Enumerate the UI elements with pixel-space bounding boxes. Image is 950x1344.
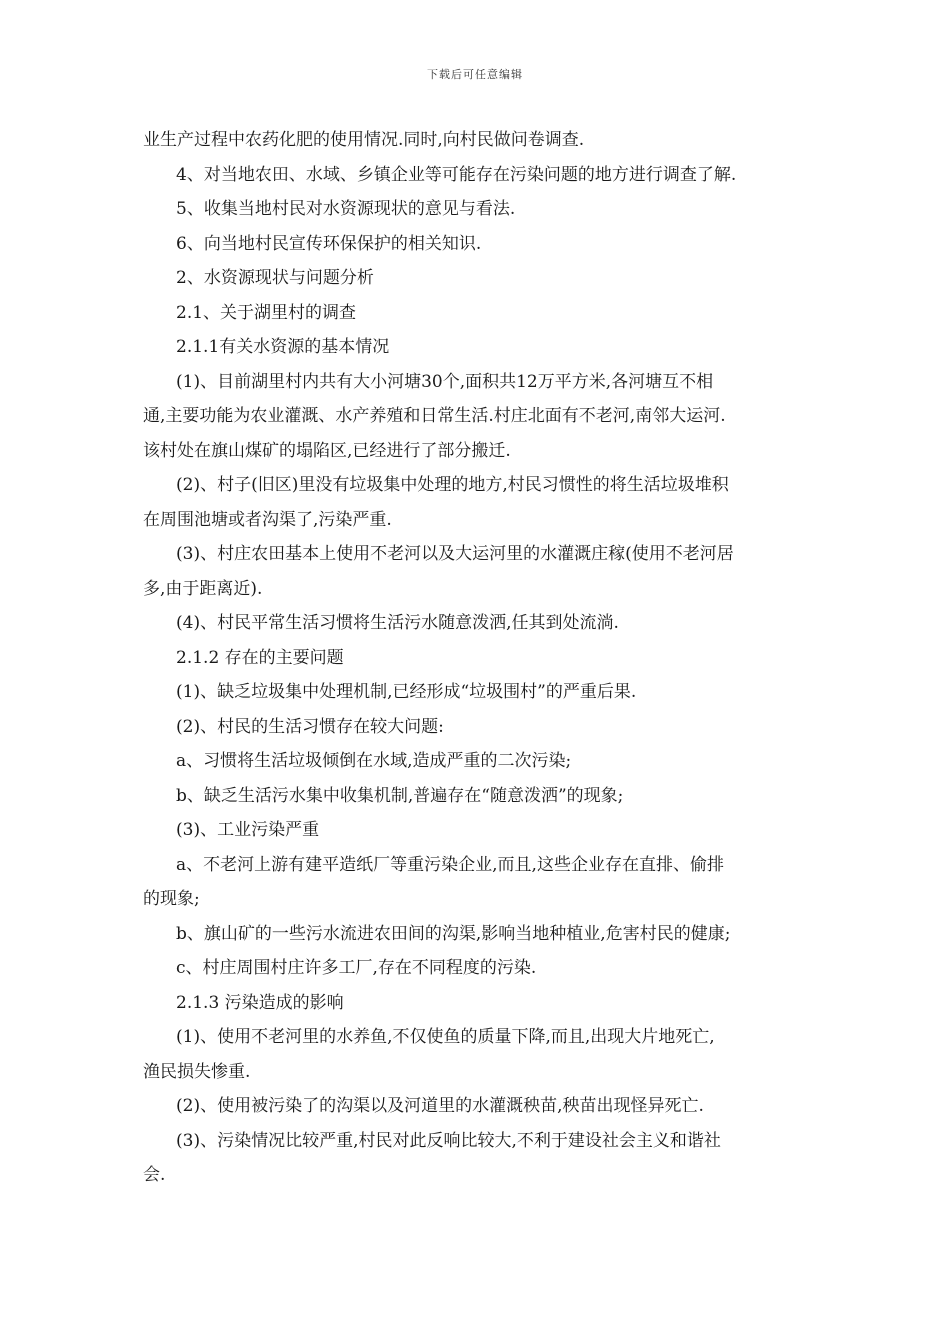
text-line: (4)、村民平常生活习惯将生活污水随意泼洒,任其到处流淌. [176,613,619,633]
document-body [143,123,823,1193]
text-line: (3)、工业污染严重 [176,820,320,840]
text-line: a、不老河上游有建平造纸厂等重污染企业,而且,这些企业存在直排、偷排 [176,854,724,875]
text-line: a、习惯将生活垃圾倾倒在水域,造成严重的二次污染; [176,751,572,771]
text-line: 4、对当地农田、水域、乡镇企业等可能存在污染问题的地方进行调查了解. [176,164,737,185]
text-line: (2)、村民的生活习惯存在较大问题: [176,716,444,737]
text-line: 通,主要功能为农业灌溉、水产养殖和日常生活.村庄北面有不老河,南邻大运河. [143,406,726,426]
text-line: b、缺乏生活污水集中收集机制,普遍存在“随意泼洒”的现象; [176,785,624,806]
text-line: 在周围池塘或者沟渠了,污染严重. [143,509,392,530]
text-line: (1)、缺乏垃圾集中处理机制,已经形成“垃圾围村”的严重后果. [176,682,637,702]
text-line: 5、收集当地村民对水资源现状的意见与看法. [176,199,516,219]
text-line: (2)、村子(旧区)里没有垃圾集中处理的地方,村民习惯性的将生活垃圾堆积 [176,475,729,495]
text-line: 的现象; [143,889,200,909]
text-line: 会. [143,1165,166,1185]
text-line: 该村处在旗山煤矿的塌陷区,已经进行了部分搬迁. [143,440,511,461]
text-line: 业生产过程中农药化肥的使用情况.同时,向村民做问卷调查. [143,130,585,150]
text-line: 2.1.1有关水资源的基本情况 [176,337,390,357]
text-line: 多,由于距离近). [143,578,263,599]
text-line: (1)、使用不老河里的水养鱼,不仅使鱼的质量下降,而且,出现大片地死亡, [176,1027,715,1047]
text-line: 2、水资源现状与问题分析 [176,268,374,288]
text-line: 6、向当地村民宣传环保保护的相关知识. [176,233,482,254]
page-header: 下载后可任意编辑 [427,68,523,81]
text-line: 2.1.3 污染造成的影响 [176,992,344,1013]
text-line: 2.1、关于湖里村的调查 [176,302,357,323]
text-line: (1)、目前湖里村内共有大小河塘30个,面积共12万平方米,各河塘互不相 [176,371,714,392]
text-line: c、村庄周围村庄许多工厂,存在不同程度的污染. [176,958,537,978]
text-line: 渔民损失惨重. [143,1061,251,1082]
text-line: (3)、污染情况比较严重,村民对此反响比较大,不利于建设社会主义和谐社 [176,1130,721,1151]
text-line: (2)、使用被污染了的沟渠以及河道里的水灌溉秧苗,秧苗出现怪异死亡. [176,1096,704,1116]
text-line: b、旗山矿的一些污水流进农田间的沟渠,影响当地种植业,危害村民的健康; [176,923,731,944]
text-line: 2.1.2 存在的主要问题 [176,647,344,668]
text-line: (3)、村庄农田基本上使用不老河以及大运河里的水灌溉庄稼(使用不老河居 [176,544,734,564]
